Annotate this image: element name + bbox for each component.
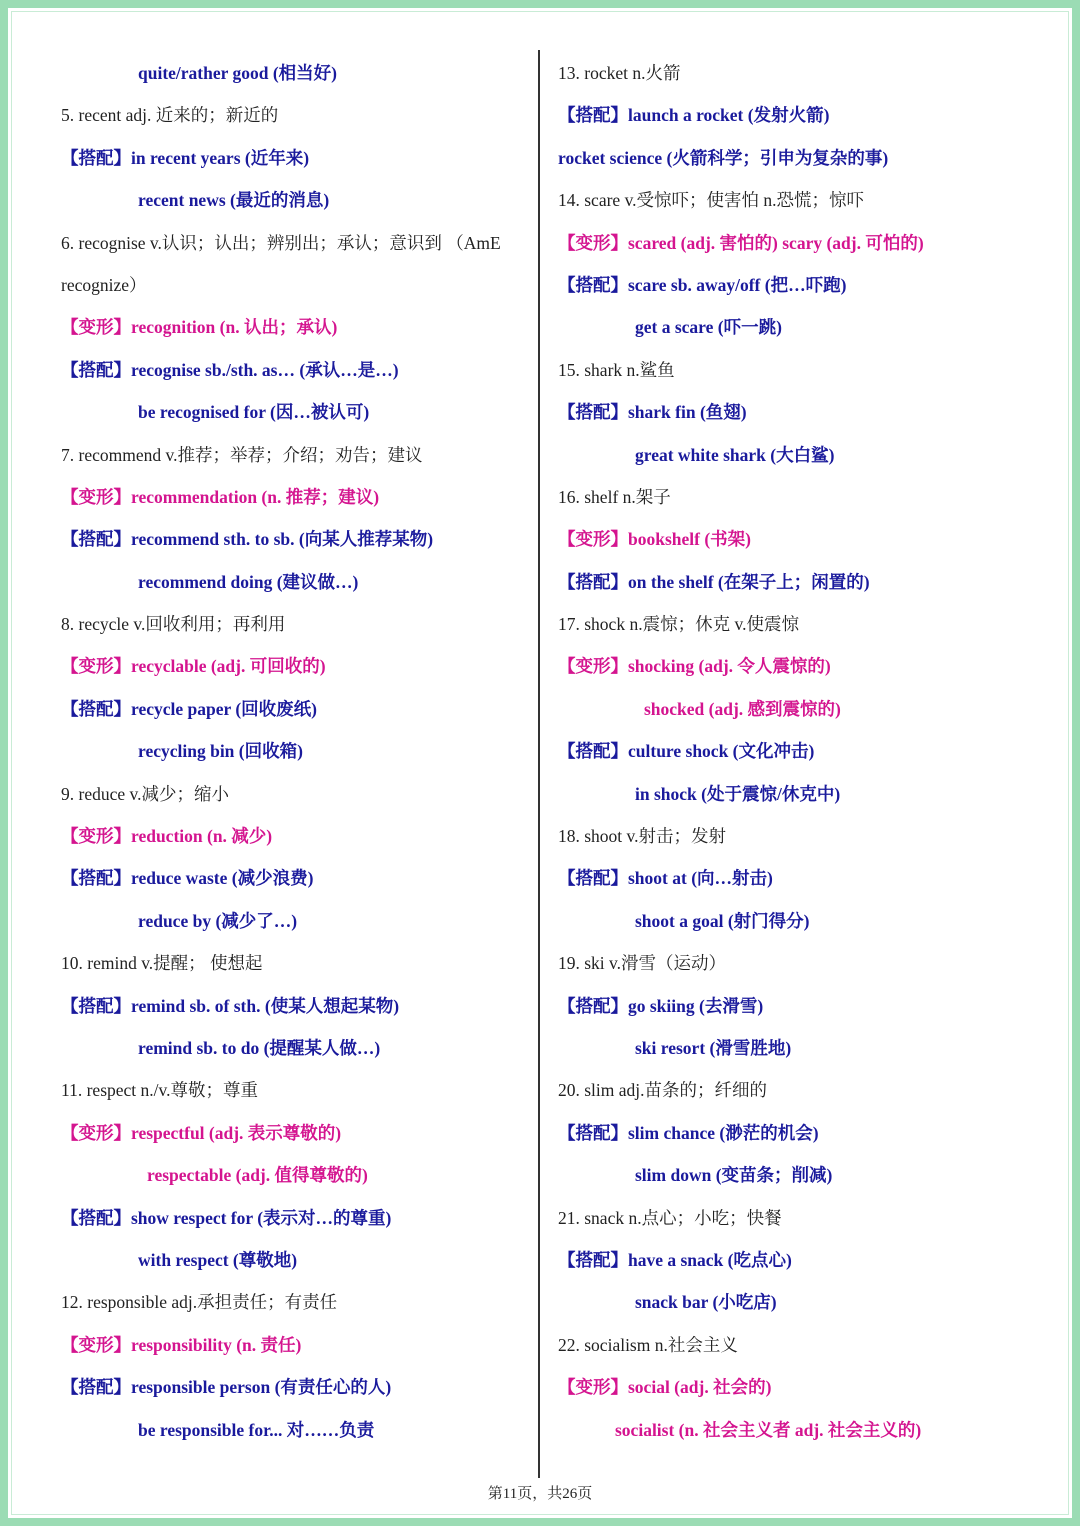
collocation-text: reduce by (减少了…) [138, 910, 298, 931]
entry-line [61, 1366, 531, 1408]
headword-text: 19. ski v.滑雪（运动） [558, 953, 727, 974]
entry-line [61, 434, 531, 476]
variant-text: recognition (n. 认出；承认) [131, 317, 338, 338]
collocation-text: show respect for (表示对…的尊重) [131, 1207, 392, 1228]
entry-line [61, 1239, 531, 1281]
entry-line [61, 1027, 531, 1069]
entry-line [558, 1281, 1058, 1323]
entry-line [61, 1069, 531, 1111]
entry-line [558, 1154, 1058, 1196]
collocation-text: have a snack (吃点心) [628, 1249, 792, 1270]
collocation-text: scare sb. away/off (把…吓跑) [628, 274, 847, 295]
entry-line [61, 222, 531, 264]
variant-tag: 【变形】 [61, 317, 131, 338]
headword-text: 8. recycle v.回收利用；再利用 [61, 614, 286, 635]
collocation-text: go skiing (去滑雪) [628, 995, 764, 1016]
collocation-text: launch a rocket (发射火箭) [628, 105, 830, 126]
collocation-text: shoot at (向…射击) [628, 868, 773, 889]
entry-line [558, 222, 1058, 264]
entry-line [558, 137, 1058, 179]
entry-line [558, 349, 1058, 391]
entry-line [558, 518, 1058, 560]
entry-line [61, 1281, 531, 1323]
entry-line [61, 688, 531, 730]
entry-line [61, 561, 531, 603]
collocation-text: slim chance (渺茫的机会) [628, 1122, 819, 1143]
collocation-tag: 【搭配】 [558, 741, 628, 762]
collocation-tag: 【搭配】 [558, 105, 628, 126]
variant-text: scared (adj. 害怕的) scary (adj. 可怕的) [628, 232, 924, 253]
collocation-text: recycle paper (回收废纸) [131, 698, 317, 719]
collocation-text: recent news (最近的消息) [138, 190, 330, 211]
variant-tag: 【变形】 [558, 529, 628, 550]
entry-line [558, 900, 1058, 942]
variant-tag: 【变形】 [558, 1377, 628, 1398]
collocation-text: with respect (尊敬地) [138, 1249, 298, 1270]
entry-line [61, 137, 531, 179]
collocation-tag: 【搭配】 [61, 147, 131, 168]
collocation-tag: 【搭配】 [61, 359, 131, 380]
headword-text: 12. responsible adj.承担责任；有责任 [61, 1292, 338, 1313]
variant-tag: 【变形】 [558, 232, 628, 253]
variant-tag: 【变形】 [61, 486, 131, 507]
entry-line [558, 730, 1058, 772]
variant-text: shocking (adj. 令人震惊的) [628, 656, 831, 677]
entry-line [61, 1324, 531, 1366]
entry-line [61, 1409, 531, 1451]
entry-line [558, 52, 1058, 94]
entry-line [558, 94, 1058, 136]
collocation-text: shark fin (鱼翅) [628, 402, 747, 423]
collocation-tag: 【搭配】 [61, 529, 131, 550]
variant-text: reduction (n. 减少) [131, 826, 273, 847]
entry-line [558, 773, 1058, 815]
collocation-tag: 【搭配】 [61, 995, 131, 1016]
collocation-text: recommend sth. to sb. (向某人推荐某物) [131, 529, 434, 550]
entry-line [61, 52, 531, 94]
collocation-text: remind sb. of sth. (使某人想起某物) [131, 995, 400, 1016]
collocation-text: slim down (变苗条；削减) [635, 1165, 833, 1186]
collocation-text: recycling bin (回收箱) [138, 741, 303, 762]
entry-line [558, 264, 1058, 306]
entry-line [61, 645, 531, 687]
headword-text: 17. shock n.震惊；休克 v.使震惊 [558, 614, 799, 635]
entry-line [61, 179, 531, 221]
collocation-tag: 【搭配】 [558, 402, 628, 423]
collocation-tag: 【搭配】 [61, 868, 131, 889]
entry-line [558, 688, 1058, 730]
collocation-tag: 【搭配】 [558, 571, 628, 592]
collocation-text: shoot a goal (射门得分) [635, 910, 810, 931]
variant-tag: 【变形】 [61, 826, 131, 847]
variant-text: recommendation (n. 推荐；建议) [131, 486, 380, 507]
collocation-text: in recent years (近年来) [131, 147, 310, 168]
collocation-text: recommend doing (建议做…) [138, 571, 359, 592]
collocation-tag: 【搭配】 [558, 274, 628, 295]
entry-line [61, 1112, 531, 1154]
entry-line [558, 179, 1058, 221]
entry-line [558, 1197, 1058, 1239]
variant-text: respectful (adj. 表示尊敬的) [131, 1122, 342, 1143]
entry-line [558, 603, 1058, 645]
entry-line [61, 476, 531, 518]
collocation-text: responsible person (有责任心的人) [131, 1377, 392, 1398]
entry-line [61, 94, 531, 136]
entry-line [61, 349, 531, 391]
entry-line [558, 306, 1058, 348]
collocation-text: great white shark (大白鲨) [635, 444, 835, 465]
collocation-tag: 【搭配】 [558, 1122, 628, 1143]
entry-line [61, 942, 531, 984]
headword-text: 18. shoot v.射击；发射 [558, 826, 727, 847]
collocation-tag: 【搭配】 [558, 1249, 628, 1270]
entry-line [61, 518, 531, 560]
variant-tag: 【变形】 [61, 656, 131, 677]
variant-text: bookshelf (书架) [628, 529, 751, 550]
entry-line [558, 1366, 1058, 1408]
entry-line [61, 1154, 531, 1196]
entry-line [558, 1324, 1058, 1366]
collocation-text: be responsible for... 对……负责 [138, 1419, 375, 1440]
entry-line [61, 306, 531, 348]
variant-text: socialist (n. 社会主义者 adj. 社会主义的) [615, 1419, 922, 1440]
variant-text: shocked (adj. 感到震惊的) [644, 698, 841, 719]
entry-line [558, 1027, 1058, 1069]
collocation-tag: 【搭配】 [558, 995, 628, 1016]
collocation-text: recognise sb./sth. as… (承认…是…) [131, 359, 399, 380]
entry-line [558, 645, 1058, 687]
collocation-text: in shock (处于震惊/休克中) [635, 783, 841, 804]
headword-text: 13. rocket n.火箭 [558, 63, 681, 83]
variant-text: recyclable (adj. 可回收的) [131, 656, 326, 677]
entry-line [558, 476, 1058, 518]
variant-tag: 【变形】 [61, 1334, 131, 1355]
collocation-text: culture shock (文化冲击) [628, 741, 815, 762]
entry-line [558, 1112, 1058, 1154]
collocation-text: remind sb. to do (提醒某人做…) [138, 1037, 381, 1058]
entry-line [558, 815, 1058, 857]
entry-line [558, 1239, 1058, 1281]
variant-text: social (adj. 社会的) [628, 1377, 772, 1398]
entry-line [61, 985, 531, 1027]
collocation-tag: 【搭配】 [61, 1377, 131, 1398]
entry-line [61, 264, 531, 306]
entry-line [558, 942, 1058, 984]
column-divider [538, 50, 540, 1478]
collocation-text: rocket science (火箭科学；引申为复杂的事) [558, 147, 889, 168]
collocation-tag: 【搭配】 [61, 1207, 131, 1228]
entry-line [558, 985, 1058, 1027]
entry-line [61, 391, 531, 433]
headword-text: 10. remind v.提醒； 使想起 [61, 953, 263, 974]
headword-text: 16. shelf n.架子 [558, 486, 671, 507]
page-footer: 第11页，共26页 [487, 1486, 593, 1502]
entry-line [558, 1409, 1058, 1451]
collocation-text: quite/rather good (相当好) [138, 63, 337, 83]
variant-text: responsibility (n. 责任) [131, 1334, 302, 1355]
variant-tag: 【变形】 [61, 1122, 131, 1143]
entry-line [558, 391, 1058, 433]
collocation-tag: 【搭配】 [61, 698, 131, 719]
collocation-text: snack bar (小吃店) [635, 1292, 777, 1313]
headword-text: recognize） [61, 274, 147, 295]
entry-line [61, 815, 531, 857]
headword-text: 6. recognise v.认识；认出；辨别出；承认；意识到 （AmE [61, 232, 501, 253]
entry-line [558, 561, 1058, 603]
variant-tag: 【变形】 [558, 656, 628, 677]
left-column [61, 52, 531, 1451]
entry-line [61, 603, 531, 645]
entry-line [61, 1197, 531, 1239]
headword-text: 22. socialism n.社会主义 [558, 1334, 738, 1355]
collocation-text: reduce waste (减少浪费) [131, 868, 314, 889]
collocation-text: be recognised for (因…被认可) [138, 402, 370, 423]
entry-line [558, 434, 1058, 476]
headword-text: 21. snack n.点心；小吃；快餐 [558, 1207, 782, 1228]
entry-line [558, 1069, 1058, 1111]
collocation-tag: 【搭配】 [558, 868, 628, 889]
collocation-text: get a scare (吓一跳) [635, 317, 782, 338]
headword-text: 5. recent adj. 近来的；新近的 [61, 105, 279, 126]
entry-line [61, 730, 531, 772]
headword-text: 11. respect n./v.尊敬；尊重 [61, 1080, 259, 1101]
entry-line [558, 857, 1058, 899]
headword-text: 7. recommend v.推荐；举荐；介绍；劝告；建议 [61, 444, 423, 465]
headword-text: 15. shark n.鲨鱼 [558, 359, 675, 380]
collocation-text: ski resort (滑雪胜地) [635, 1037, 792, 1058]
entry-line [61, 773, 531, 815]
headword-text: 20. slim adj.苗条的；纤细的 [558, 1080, 768, 1101]
collocation-text: on the shelf (在架子上；闲置的) [628, 571, 870, 592]
entry-line [61, 900, 531, 942]
headword-text: 9. reduce v.减少；缩小 [61, 783, 229, 804]
right-column [558, 52, 1058, 1451]
variant-text: respectable (adj. 值得尊敬的) [147, 1165, 368, 1186]
headword-text: 14. scare v.受惊吓；使害怕 n.恐慌；惊吓 [558, 190, 865, 211]
entry-line [61, 857, 531, 899]
